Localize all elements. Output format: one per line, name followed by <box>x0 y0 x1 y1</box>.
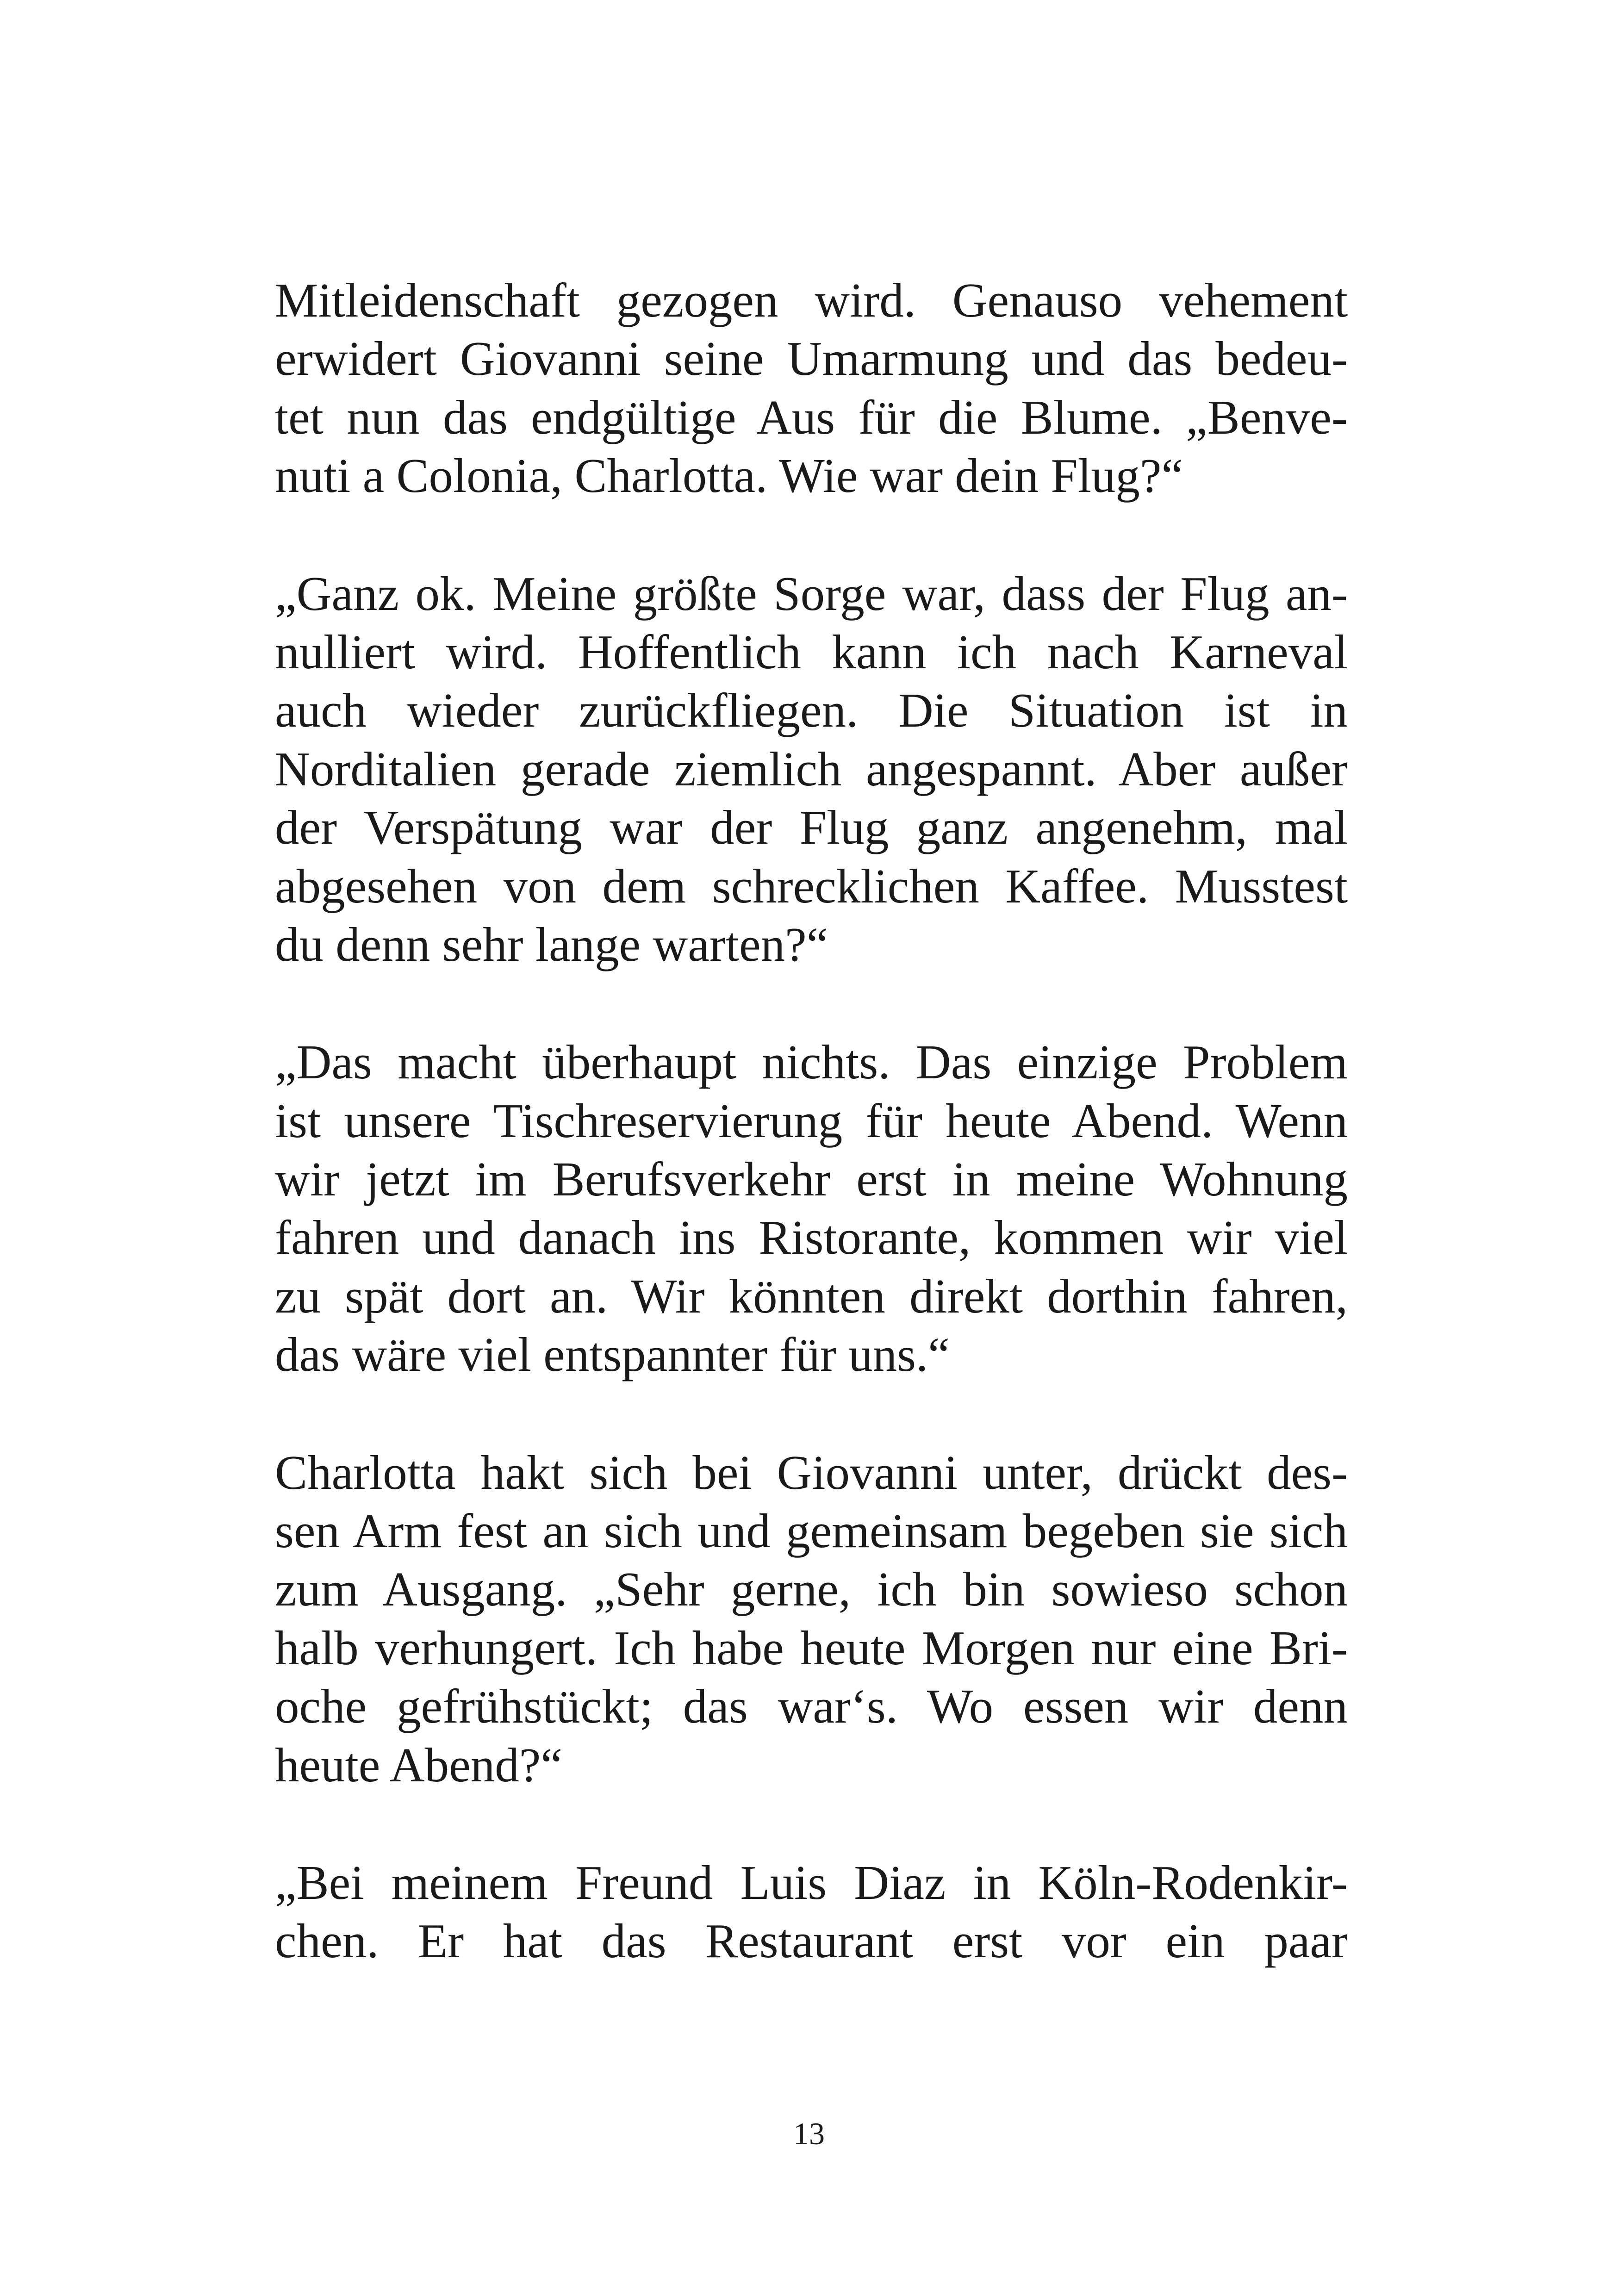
text-line: nuti a Colonia, Charlotta. Wie war dein Flug?“ <box>275 448 1183 503</box>
text-line: zum Ausgang. „Sehr gerne, ich bin sowieso schon <box>275 1562 1348 1617</box>
text-line: fahren und danach ins Ristorante, kommen wir viel <box>275 1210 1348 1265</box>
text-line: „Das macht überhaupt nichts. Das einzige Problem <box>275 1035 1348 1089</box>
text-line: auch wieder zurückfliegen. Die Situation ist in <box>275 683 1348 738</box>
text-line: du denn sehr lange warten?“ <box>275 917 828 971</box>
text-line: halb verhungert. Ich habe heute Morgen nur eine Bri- <box>275 1620 1348 1675</box>
text-line: der Verspätung war der Flug ganz angenehm, mal <box>275 800 1348 855</box>
text-line: tet nun das endgültige Aus für die Blume. „Benve- <box>275 390 1348 444</box>
text-line: „Ganz ok. Meine größte Sorge war, dass der Flug an- <box>275 566 1348 621</box>
page-number: 13 <box>793 2116 825 2151</box>
text-line: das wäre viel entspannter für uns.“ <box>275 1327 950 1382</box>
text-line: nulliert wird. Hoffentlich kann ich nach Karneval <box>275 624 1348 679</box>
text-line: oche gefrühstückt; das war‘s. Wo essen wir denn <box>275 1679 1348 1734</box>
text-line: Mitleidenschaft gezogen wird. Genauso vehement <box>275 273 1348 327</box>
text-line: erwidert Giovanni seine Umarmung und das bedeu- <box>275 331 1348 386</box>
text-line: ist unsere Tischreservierung für heute Abend. Wenn <box>275 1093 1348 1148</box>
text-line: zu spät dort an. Wir könnten direkt dorthin fahren, <box>275 1269 1348 1323</box>
paragraph <box>275 565 1348 974</box>
text-line: abgesehen von dem schrecklichen Kaffee. Musstest <box>275 859 1348 913</box>
text-line: „Bei meinem Freund Luis Diaz in Köln-Rodenkir- <box>275 1855 1348 1910</box>
text-line: sen Arm fest an sich und gemeinsam begeben sie sich <box>275 1504 1348 1558</box>
paragraph <box>275 1033 1348 1384</box>
paragraph <box>275 1444 1348 1794</box>
text-line: wir jetzt im Berufsverkehr erst in meine Wohnung <box>275 1152 1348 1207</box>
text-line: Norditalien gerade ziemlich angespannt. Aber außer <box>275 741 1348 796</box>
body-text <box>275 271 1348 2030</box>
text-line: Charlotta hakt sich bei Giovanni unter, drückt des- <box>275 1445 1348 1500</box>
paragraph <box>275 1854 1348 1971</box>
paragraph <box>275 271 1348 505</box>
text-line: chen. Er hat das Restaurant erst vor ein paar <box>275 1914 1348 1968</box>
text-line: heute Abend?“ <box>275 1737 562 1792</box>
